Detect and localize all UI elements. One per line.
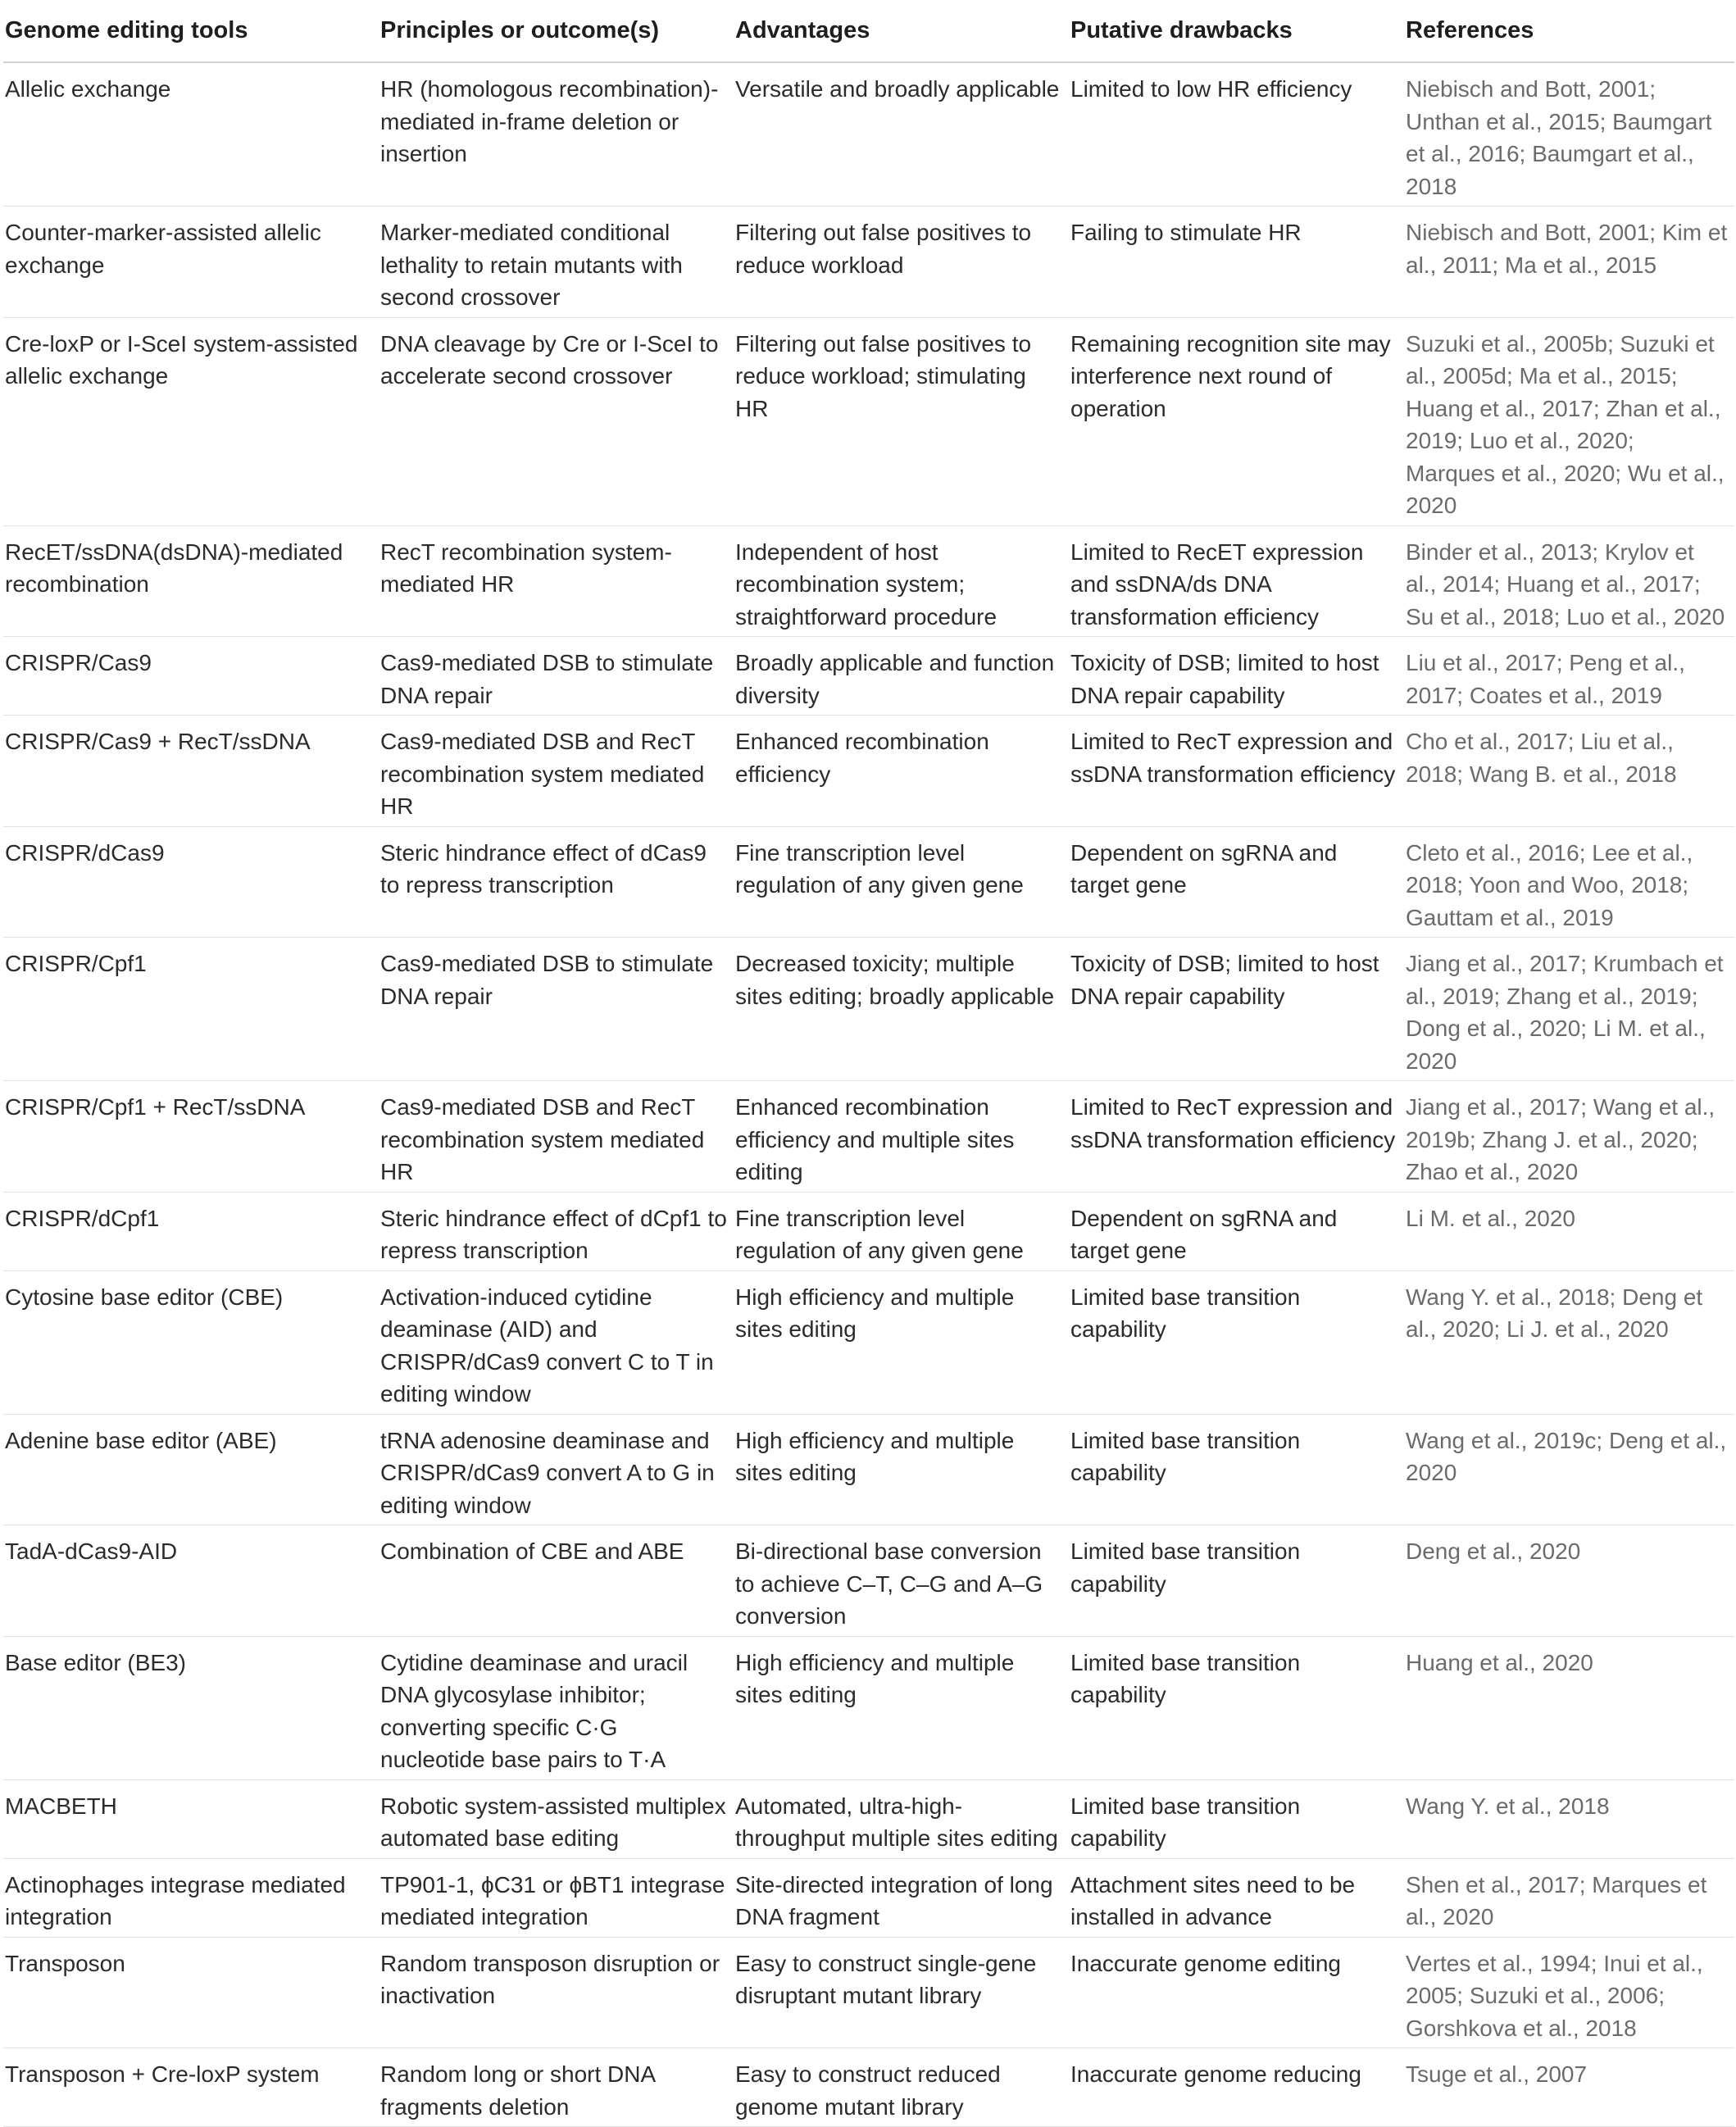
tool-cell: TadA-dCas9-AID (3, 1525, 379, 1637)
references-cell: Jiang et al., 2017; Krumbach et al., 2019; Zhang et al., 2019; Dong et al., 2020; Li M. et al., 2020 (1404, 938, 1734, 1081)
principle-cell: Robotic system-assisted multiplex automated base editing (379, 1779, 734, 1858)
tool-cell: Allelic exchange (3, 62, 379, 207)
principle-cell: DNA cleavage by Cre or I-SceI to accelerate second crossover (379, 317, 734, 525)
references-cell: Jiang et al., 2017; Wang et al., 2019b; Zhang J. et al., 2020; Zhao et al., 2020 (1404, 1081, 1734, 1193)
table-row (3, 1636, 1734, 1779)
header-principles: Principles or outcome(s) (379, 0, 734, 62)
drawbacks-cell: Remaining recognition site may interference next round of operation (1069, 317, 1404, 525)
references-cell: Binder et al., 2013; Krylov et al., 2014; Huang et al., 2017; Su et al., 2018; Luo et al., 2020 (1404, 525, 1734, 637)
table-row (3, 62, 1734, 207)
references-cell: Cho et al., 2017; Liu et al., 2018; Wang B. et al., 2018 (1404, 716, 1734, 827)
principle-cell: Combination of CBE and ABE (379, 1525, 734, 1637)
advantages-cell: Filtering out false positives to reduce workload (734, 207, 1069, 318)
tool-cell: CRISPR/Cpf1 (3, 938, 379, 1081)
header-tools: Genome editing tools (3, 0, 379, 62)
table-row (3, 207, 1734, 318)
advantages-cell: Fine transcription level regulation of any given gene (734, 826, 1069, 938)
principle-cell: HR (homologous recombination)-mediated in-frame deletion or insertion (379, 62, 734, 207)
principle-cell: Steric hindrance effect of dCas9 to repress transcription (379, 826, 734, 938)
advantages-cell: Independent of host recombination system; straightforward procedure (734, 525, 1069, 637)
drawbacks-cell: Limited base transition capability (1069, 1414, 1404, 1525)
drawbacks-cell: Inaccurate genome reducing (1069, 2048, 1404, 2127)
drawbacks-cell: Limited base transition capability (1069, 1270, 1404, 1414)
references-cell: Liu et al., 2017; Peng et al., 2017; Coates et al., 2019 (1404, 637, 1734, 716)
principle-cell: Activation-induced cytidine deaminase (AID) and CRISPR/dCas9 convert C to T in editing window (379, 1270, 734, 1414)
tool-cell: CRISPR/Cpf1 + RecT/ssDNA (3, 1081, 379, 1193)
table-row (3, 1779, 1734, 1858)
tool-cell: CRISPR/Cas9 (3, 637, 379, 716)
table-header (3, 0, 1734, 62)
advantages-cell: Easy to construct reduced genome mutant library (734, 2048, 1069, 2127)
table-row (3, 1192, 1734, 1270)
table-row (3, 938, 1734, 1081)
drawbacks-cell: Failing to stimulate HR (1069, 207, 1404, 318)
drawbacks-cell: Limited to RecT expression and ssDNA transformation efficiency (1069, 716, 1404, 827)
table-row (3, 716, 1734, 827)
references-cell: Li M. et al., 2020 (1404, 1192, 1734, 1270)
drawbacks-cell: Dependent on sgRNA and target gene (1069, 1192, 1404, 1270)
advantages-cell: Broadly applicable and function diversity (734, 637, 1069, 716)
principle-cell: Random transposon disruption or inactivation (379, 1937, 734, 2048)
genome-editing-tools-table (3, 0, 1734, 2127)
table-row (3, 317, 1734, 525)
table-row (3, 1525, 1734, 1637)
tool-cell: Actinophages integrase mediated integration (3, 1858, 379, 1937)
table-row (3, 1937, 1734, 2048)
header-advantages: Advantages (734, 0, 1069, 62)
table-row (3, 637, 1734, 716)
tool-cell: MACBETH (3, 1779, 379, 1858)
advantages-cell: Filtering out false positives to reduce workload; stimulating HR (734, 317, 1069, 525)
tool-cell: CRISPR/dCpf1 (3, 1192, 379, 1270)
references-cell: Wang et al., 2019c; Deng et al., 2020 (1404, 1414, 1734, 1525)
references-cell: Niebisch and Bott, 2001; Kim et al., 2011; Ma et al., 2015 (1404, 207, 1734, 318)
tool-cell: Cre-loxP or I-SceI system-assisted allelic exchange (3, 317, 379, 525)
header-drawbacks: Putative drawbacks (1069, 0, 1404, 62)
principle-cell: Cas9-mediated DSB and RecT recombination system mediated HR (379, 1081, 734, 1193)
advantages-cell: Automated, ultra-high-throughput multiple sites editing (734, 1779, 1069, 1858)
table-row (3, 1858, 1734, 1937)
table-row (3, 525, 1734, 637)
tool-cell: Base editor (BE3) (3, 1636, 379, 1779)
tool-cell: Counter-marker-assisted allelic exchange (3, 207, 379, 318)
references-cell: Vertes et al., 1994; Inui et al., 2005; Suzuki et al., 2006; Gorshkova et al., 2018 (1404, 1937, 1734, 2048)
advantages-cell: Site-directed integration of long DNA fragment (734, 1858, 1069, 1937)
tool-cell: RecET/ssDNA(dsDNA)-mediated recombination (3, 525, 379, 637)
advantages-cell: High efficiency and multiple sites editing (734, 1414, 1069, 1525)
advantages-cell: High efficiency and multiple sites editing (734, 1636, 1069, 1779)
table-row (3, 2048, 1734, 2127)
principle-cell: Cas9-mediated DSB to stimulate DNA repair (379, 938, 734, 1081)
principle-cell: Steric hindrance effect of dCpf1 to repress transcription (379, 1192, 734, 1270)
tool-cell: CRISPR/Cas9 + RecT/ssDNA (3, 716, 379, 827)
principle-cell: tRNA adenosine deaminase and CRISPR/dCas9 convert A to G in editing window (379, 1414, 734, 1525)
header-references: References (1404, 0, 1734, 62)
advantages-cell: Enhanced recombination efficiency and multiple sites editing (734, 1081, 1069, 1193)
tool-cell: CRISPR/dCas9 (3, 826, 379, 938)
drawbacks-cell: Limited base transition capability (1069, 1636, 1404, 1779)
drawbacks-cell: Limited to RecET expression and ssDNA/ds DNA transformation efficiency (1069, 525, 1404, 637)
drawbacks-cell: Dependent on sgRNA and target gene (1069, 826, 1404, 938)
advantages-cell: Enhanced recombination efficiency (734, 716, 1069, 827)
advantages-cell: Fine transcription level regulation of any given gene (734, 1192, 1069, 1270)
drawbacks-cell: Limited to RecT expression and ssDNA transformation efficiency (1069, 1081, 1404, 1193)
references-cell: Tsuge et al., 2007 (1404, 2048, 1734, 2127)
references-cell: Cleto et al., 2016; Lee et al., 2018; Yoon and Woo, 2018; Gauttam et al., 2019 (1404, 826, 1734, 938)
references-cell: Huang et al., 2020 (1404, 1636, 1734, 1779)
principle-cell: Cas9-mediated DSB and RecT recombination system mediated HR (379, 716, 734, 827)
drawbacks-cell: Inaccurate genome editing (1069, 1937, 1404, 2048)
references-cell: Wang Y. et al., 2018; Deng et al., 2020; Li J. et al., 2020 (1404, 1270, 1734, 1414)
drawbacks-cell: Limited base transition capability (1069, 1525, 1404, 1637)
advantages-cell: Easy to construct single-gene disruptant mutant library (734, 1937, 1069, 2048)
principle-cell: Marker-mediated conditional lethality to retain mutants with second crossover (379, 207, 734, 318)
references-cell: Deng et al., 2020 (1404, 1525, 1734, 1637)
tool-cell: Adenine base editor (ABE) (3, 1414, 379, 1525)
table-row (3, 1081, 1734, 1193)
drawbacks-cell: Toxicity of DSB; limited to host DNA repair capability (1069, 637, 1404, 716)
drawbacks-cell: Limited base transition capability (1069, 1779, 1404, 1858)
advantages-cell: Versatile and broadly applicable (734, 62, 1069, 207)
advantages-cell: Decreased toxicity; multiple sites editing; broadly applicable (734, 938, 1069, 1081)
drawbacks-cell: Limited to low HR efficiency (1069, 62, 1404, 207)
principle-cell: TP901-1, ϕC31 or ϕBT1 integrase mediated integration (379, 1858, 734, 1937)
principle-cell: Cytidine deaminase and uracil DNA glycosylase inhibitor; converting specific C·G nucleotide base pairs to T·A (379, 1636, 734, 1779)
drawbacks-cell: Attachment sites need to be installed in advance (1069, 1858, 1404, 1937)
references-cell: Niebisch and Bott, 2001; Unthan et al., 2015; Baumgart et al., 2016; Baumgart et al., 2018 (1404, 62, 1734, 207)
table-row (3, 1270, 1734, 1414)
references-cell: Wang Y. et al., 2018 (1404, 1779, 1734, 1858)
drawbacks-cell: Toxicity of DSB; limited to host DNA repair capability (1069, 938, 1404, 1081)
tool-cell: Transposon (3, 1937, 379, 2048)
advantages-cell: Bi-directional base conversion to achieve C–T, C–G and A–G conversion (734, 1525, 1069, 1637)
references-cell: Shen et al., 2017; Marques et al., 2020 (1404, 1858, 1734, 1937)
advantages-cell: High efficiency and multiple sites editing (734, 1270, 1069, 1414)
table-row (3, 826, 1734, 938)
references-cell: Suzuki et al., 2005b; Suzuki et al., 2005d; Ma et al., 2015; Huang et al., 2017; Zhan et al., 2019; Luo et al., 2020; Marques et al., 2020; Wu et al., 2020 (1404, 317, 1734, 525)
table-body (3, 62, 1734, 2127)
principle-cell: Random long or short DNA fragments deletion (379, 2048, 734, 2127)
principle-cell: Cas9-mediated DSB to stimulate DNA repair (379, 637, 734, 716)
principle-cell: RecT recombination system-mediated HR (379, 525, 734, 637)
tool-cell: Transposon + Cre-loxP system (3, 2048, 379, 2127)
header-row (3, 0, 1734, 62)
tool-cell: Cytosine base editor (CBE) (3, 1270, 379, 1414)
table-row (3, 1414, 1734, 1525)
